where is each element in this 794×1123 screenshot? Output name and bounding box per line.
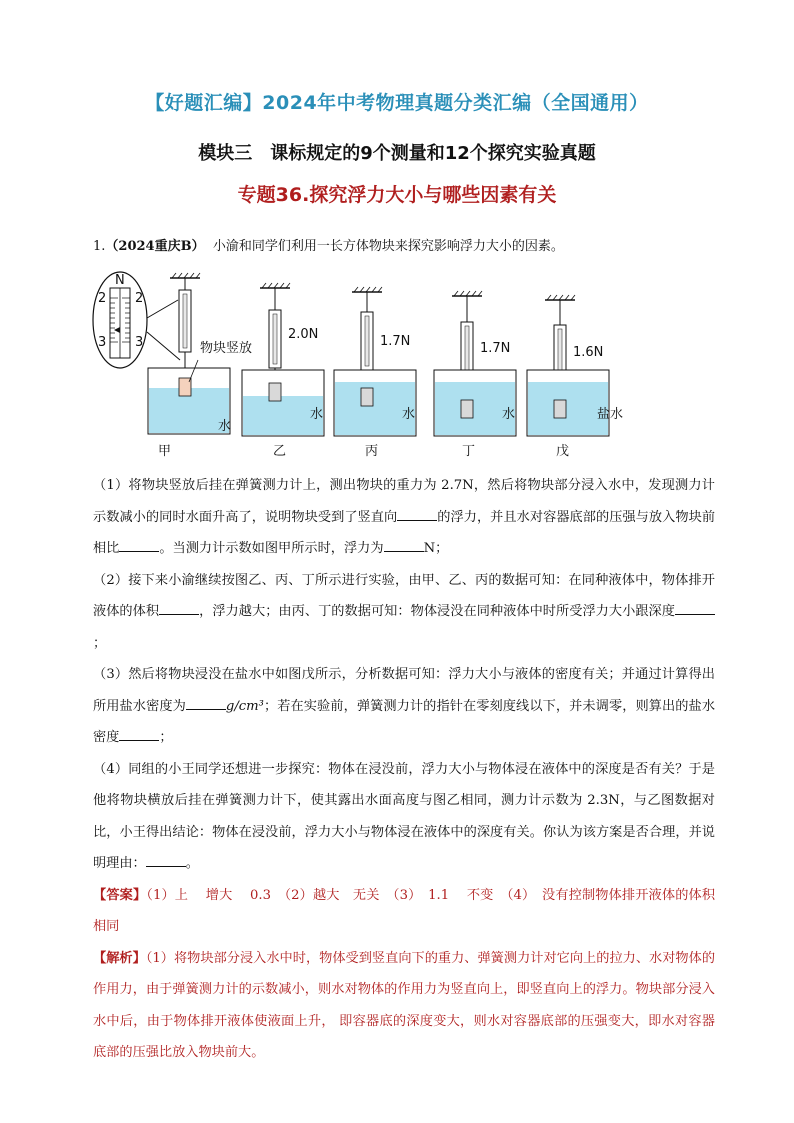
blank-6 xyxy=(186,695,226,710)
caption-bing: 丙 xyxy=(365,444,379,459)
inset-unit-label: N xyxy=(115,273,125,288)
caption-jia: 甲 xyxy=(158,444,172,459)
liquid-label-wu: 盐水 xyxy=(597,407,624,422)
inset-tick-2-left: 2 xyxy=(98,291,107,306)
part-4-text-a: （4）同组的小王同学还想进一步探究：物体在浸没前，浮力大小与物体浸在液体中的深度是否有关？于是他将物块横放后挂在弹簧测力计下，使其露出水面高度与图乙相同，测力计示数为 2.3N，与乙图数据对比，小王得出结论：物体在浸没前，浮力大小与物体浸在液体中的深度有关。你认为该方案是否合理，并说明理由： xyxy=(93,761,715,871)
reading-ding: 1.7N xyxy=(480,341,511,356)
part-1-text-c: 。当测力计示数如图甲所示时，浮力为 xyxy=(159,541,384,556)
question-parts xyxy=(93,470,715,1069)
question-number: 1. xyxy=(93,239,106,254)
inset-tick-2-right: 2 xyxy=(135,291,144,306)
part-4-text-b: 。 xyxy=(185,856,199,871)
caption-wu: 戊 xyxy=(556,444,570,459)
reading-wu: 1.6N xyxy=(573,345,604,360)
part-3 xyxy=(93,659,715,754)
part-1 xyxy=(93,470,715,565)
setup-yi xyxy=(242,283,324,459)
answer-tag: 【答案】 xyxy=(93,887,147,903)
part-1-text-b: 的浮力，并且水对容器底部的压强与放入物块前相比 xyxy=(93,509,716,556)
inset-magnifier xyxy=(93,272,180,368)
blank-2 xyxy=(119,537,159,552)
answer-block xyxy=(93,880,715,943)
caption-yi: 乙 xyxy=(273,444,287,459)
part-2-text-b: ，浮力越大；由丙、丁的数据可知：物体浸没在同种液体中时所受浮力大小跟深度 xyxy=(199,604,675,619)
reading-yi: 2.0N xyxy=(288,327,319,342)
part-2 xyxy=(93,565,715,660)
topic-title: 专题36.探究浮力大小与哪些因素有关 xyxy=(237,184,557,206)
part-1-text-a: （1）将物块竖放后挂在弹簧测力计上，测出物块的重力为 2.7N，然后将物块部分浸入水中，发现测力计示数减小的同时水面升高了，说明物块受到了竖直向 xyxy=(93,478,715,525)
experiment-figure xyxy=(90,270,650,470)
analysis-block xyxy=(93,943,715,1069)
module-title: 模块三 课标规定的9个测量和12个探究实验真题 xyxy=(198,143,596,164)
liquid-label-ding: 水 xyxy=(502,407,516,422)
inset-tick-3-right: 3 xyxy=(135,335,144,350)
part-3-text-b: ；若在实验前，弹簧测力计的指针在零刻度线以下，并未调零，则算出的盐水密度 xyxy=(93,698,716,745)
setup-ding xyxy=(434,291,516,459)
question-stem xyxy=(93,235,723,254)
part-3-text-c: ； xyxy=(159,730,173,745)
reading-bing: 1.7N xyxy=(380,334,411,349)
question-text: 小渝和同学们利用一长方体物块来探究影响浮力大小的因素。 xyxy=(212,239,564,254)
part-2-text-c: ； xyxy=(93,635,107,651)
blank-3 xyxy=(384,537,424,552)
setup-jia xyxy=(148,273,252,459)
setup-bing xyxy=(334,287,416,459)
block-label: 物块竖放 xyxy=(200,341,253,356)
part-1-text-d: N； xyxy=(423,541,449,556)
liquid-label-yi: 水 xyxy=(310,407,324,422)
blank-1 xyxy=(397,506,437,521)
liquid-label-jia: 水 xyxy=(218,419,232,434)
analysis-tag: 【解析】 xyxy=(93,950,146,966)
analysis-text: （1）将物块部分浸入水中时，物体受到竖直向下的重力、弹簧测力计对它向上的拉力、水对物体的作用力，由于弹簧测力计的示数减小，则水对物体的作用力为竖直向上，即竖直向上的浮力。物块部分浸入水中后，由于物体排开液体使液面上升， 即容器底的深度变大，则水对容器底部的压强变大，即水对容器底部的压强比放入物块前大。 xyxy=(93,950,716,1060)
blank-4 xyxy=(159,600,199,615)
blank-8 xyxy=(146,852,186,867)
density-unit: g/cm³ xyxy=(225,698,264,714)
caption-ding: 丁 xyxy=(462,444,476,459)
setup-wu xyxy=(527,295,623,459)
inset-tick-3-left: 3 xyxy=(98,335,107,350)
part-3-text-a: （3）然后将物块浸没在盐水中如图戊所示，分析数据可知：浮力大小与液体的密度有关；并通过计算得出所用盐水密度为 xyxy=(93,667,715,714)
liquid-label-bing: 水 xyxy=(402,407,416,422)
part-2-text-a: （2）接下来小渝继续按图乙、丙、丁所示进行实验，由甲、乙、丙的数据可知：在同种液体中，物体排开液体的体积 xyxy=(93,572,715,619)
answer-text: （1）上 增大 0.3 （2）越大 无关 （3） 1.1 不变 （4） 没有控制物体排开液体的体积相同 xyxy=(93,887,716,934)
part-4 xyxy=(93,754,715,880)
blank-5 xyxy=(675,600,715,615)
question-source: （2024重庆B） xyxy=(105,239,205,254)
document-title: 【好题汇编】2024年中考物理真题分类汇编（全国通用） xyxy=(145,92,649,114)
blank-7 xyxy=(119,726,159,741)
